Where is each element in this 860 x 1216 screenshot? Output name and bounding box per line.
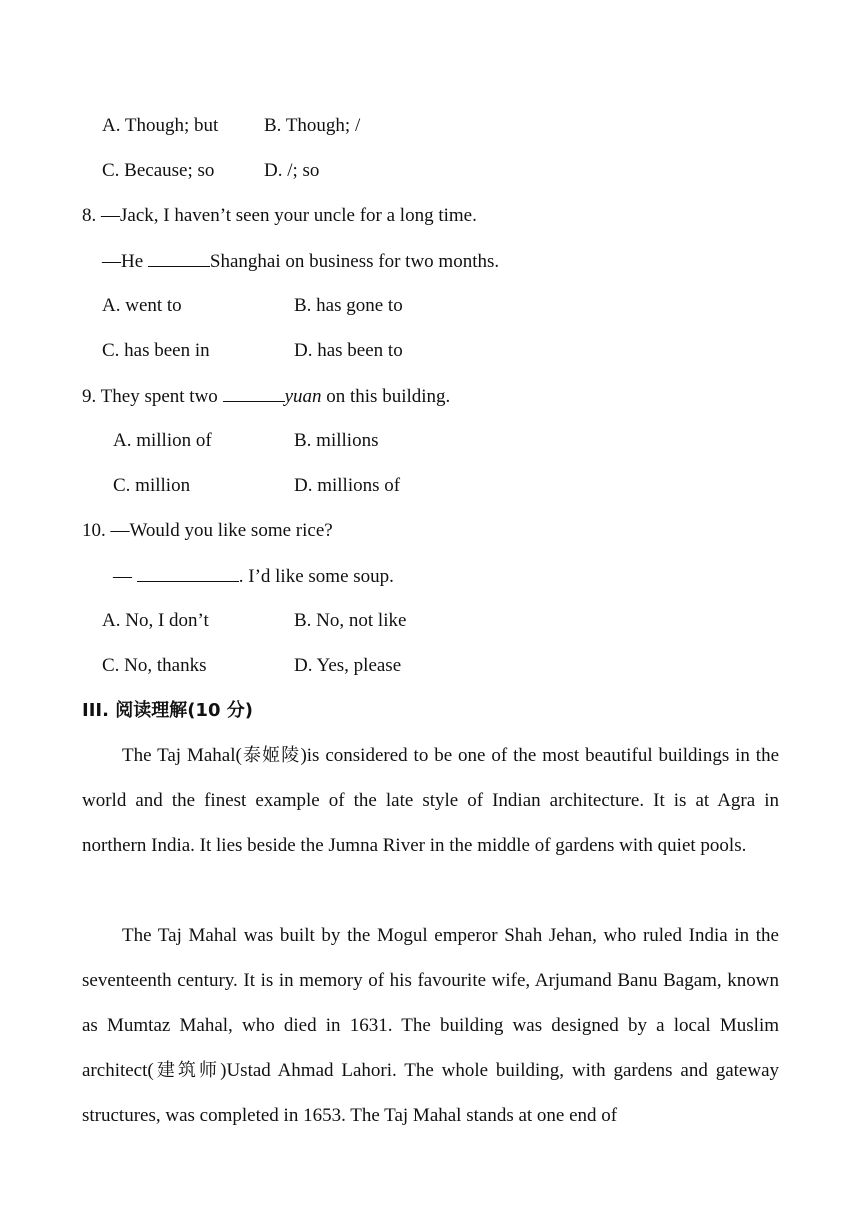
q8-option-c: C. has been in bbox=[102, 340, 210, 361]
q8-reply-before: —He bbox=[102, 251, 148, 272]
q10-reply-after: . I’d like some soup. bbox=[238, 566, 394, 587]
q10-stem: 10. —Would you like some rice? bbox=[82, 520, 333, 541]
q9-option-a: A. million of bbox=[113, 430, 212, 451]
q8-option-b: B. has gone to bbox=[294, 295, 403, 316]
q7-option-c: C. Because; so bbox=[102, 160, 215, 181]
section-heading: III. 阅读理解(10 分) bbox=[82, 700, 253, 721]
q7-option-b: B. Though; / bbox=[264, 115, 361, 136]
passage-p1-part2: )is considered to be one of the most beautiful buildings in the world and the finest example of the late style of Indian architecture. It is at Agra in northern India. It lies beside the Jumna River in the middle of gardens with quiet pools. bbox=[82, 745, 780, 856]
q10-reply bbox=[113, 564, 394, 589]
q10-option-b: B. No, not like bbox=[294, 610, 407, 631]
passage-p2-part2: )Ustad Ahmad Lahori. The whole building, with gardens and gateway structures, was completed in 1653. The Taj Mahal stands at one end of bbox=[82, 1060, 779, 1126]
q8-stem: 8. —Jack, I haven’t seen your uncle for a long time. bbox=[82, 205, 477, 226]
passage-p1-chinese: 泰姬陵 bbox=[241, 745, 301, 766]
q10-option-d: D. Yes, please bbox=[294, 655, 402, 676]
q8-answer-blank bbox=[148, 249, 210, 267]
q10-option-a: A. No, I don’t bbox=[102, 610, 209, 631]
q9-answer-blank bbox=[223, 384, 285, 402]
passage-p2-part1: The Taj Mahal was built by the Mogul emperor Shah Jehan, who ruled India in the seventeenth century. It is in memory of his favourite wife, Arjumand Banu Bagam, known as Mumtaz Mahal, who died in 1631. The building was designed by a local Muslim architect( bbox=[82, 925, 779, 1081]
q9-option-c: C. million bbox=[113, 475, 191, 496]
passage-paragraph-2 bbox=[82, 913, 779, 1138]
q9-stem bbox=[82, 384, 450, 409]
q9-option-d: D. millions of bbox=[294, 475, 401, 496]
passage-p2-chinese: 建筑师 bbox=[153, 1060, 221, 1081]
q10-answer-blank bbox=[137, 564, 239, 582]
q10-option-c: C. No, thanks bbox=[102, 655, 207, 676]
q8-option-d: D. has been to bbox=[294, 340, 403, 361]
passage-p1-part1: The Taj Mahal( bbox=[122, 745, 242, 766]
q9-stem-italic: yuan bbox=[284, 386, 322, 407]
q7-option-a: A. Though; but bbox=[102, 115, 219, 136]
q9-option-b: B. millions bbox=[294, 430, 379, 451]
q9-stem-after: on this building. bbox=[321, 386, 451, 407]
q8-option-a: A. went to bbox=[102, 295, 182, 316]
q7-option-d: D. /; so bbox=[264, 160, 320, 181]
q8-reply-after: Shanghai on business for two months. bbox=[209, 251, 500, 272]
q10-reply-before: — bbox=[113, 566, 137, 587]
q8-reply bbox=[102, 249, 499, 274]
q9-stem-before: 9. They spent two bbox=[82, 386, 223, 407]
passage-paragraph-1 bbox=[82, 733, 779, 868]
